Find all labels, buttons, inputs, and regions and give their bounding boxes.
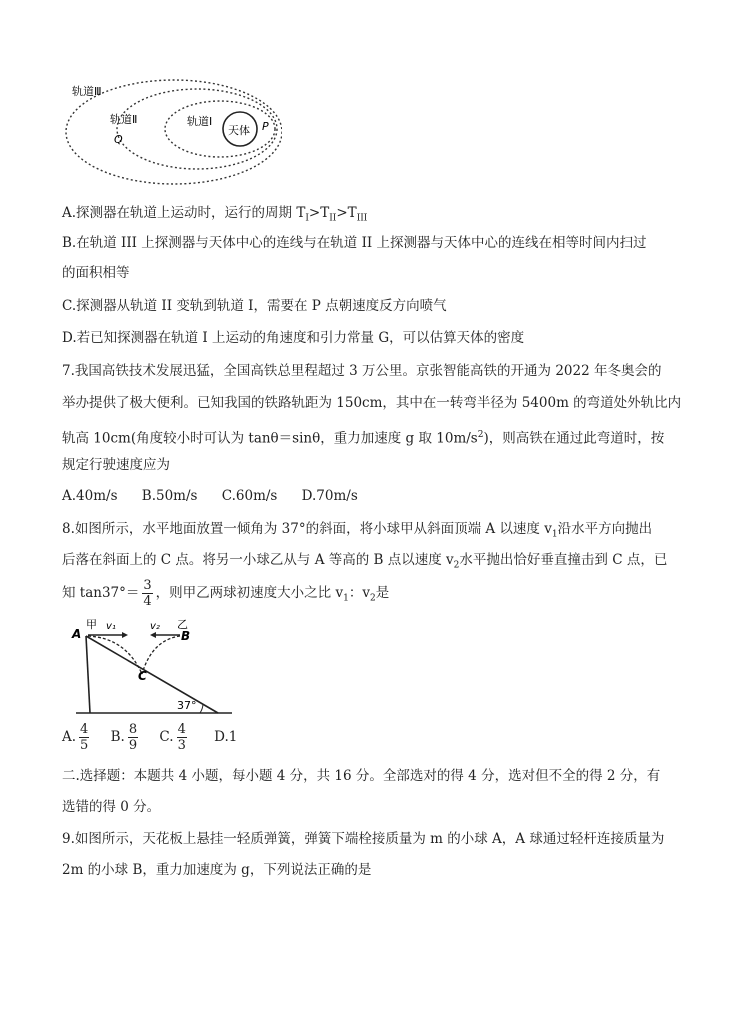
fig2-label-A: A	[72, 627, 82, 641]
sub-v2: 2	[453, 560, 460, 571]
q8-option-a	[62, 722, 92, 753]
q6-option-c: C.探测器从轨道 II 变轨到轨道 I，需要在 P 点朝速度反方向喷气	[62, 298, 447, 314]
angle-arc	[200, 704, 203, 713]
q8-opt-b-label: B.	[110, 729, 125, 745]
q8-line3-colon: ：v	[348, 585, 370, 601]
q8-line1-end: 沿水平方向抛出	[557, 521, 653, 537]
fig2-label-yi: 乙	[177, 618, 188, 631]
q6-opt-a-text: A.探测器在轨道上运动时，运行的周期 T	[62, 205, 306, 221]
q9-line1: 9.如图所示，天花板上悬挂一轻质弹簧，弹簧下端栓接质量为 m 的小球 A，A 球通过轻杆连接质量为	[62, 831, 665, 847]
incline-figure	[62, 614, 242, 718]
fig1-P-label: P	[262, 120, 269, 133]
q8-option-c	[159, 722, 189, 753]
q8-options	[62, 720, 237, 754]
v1-arrowhead	[122, 632, 128, 638]
q6-option-b-line1: B.在轨道 III 上探测器与天体中心的连线与在轨道 II 上探测器与天体中心的连线在相等时间内扫过	[62, 235, 647, 251]
q7-option-a: A.40m/s	[62, 488, 118, 504]
sub-v1: 1	[551, 529, 558, 540]
q8-line2-text: 后落在斜面上的 C 点。将另一小球乙从与 A 等高的 B 点以速度 v	[62, 552, 454, 568]
fig2-label-angle: 37°	[177, 699, 197, 712]
q9-line2: 2m 的小球 B，重力加速度为 g，下列说法正确的是	[62, 862, 372, 878]
q7-option-d: D.70m/s	[301, 488, 358, 504]
fig2-label-v2: v₂	[150, 621, 160, 632]
q6-opt-a-mid1: >T	[308, 205, 330, 221]
q6-option-a	[62, 203, 367, 229]
q8-option-d: D.1	[214, 729, 238, 745]
section2-line1: 二.选择题：本题共 4 小题，每小题 4 分，共 16 分。全部选对的得 4 分，选对但不全的得 2 分，有	[62, 768, 661, 784]
v2-arrowhead	[150, 632, 156, 638]
fraction-3-4	[142, 578, 152, 609]
fraction-4-5	[79, 722, 89, 753]
fig1-body-label: 天体	[228, 124, 250, 137]
q7-line2: 举办提供了极大便利。已知我国的铁路轨距为 150cm，其中在一转弯半径为 5400m 的弯道处外轨比内	[62, 395, 682, 411]
fraction-8-9	[128, 722, 138, 753]
q7-line1: 7.我国高铁技术发展迅猛，全国高铁总里程超过 3 万公里。京张智能高铁的开通为 2022 年冬奥会的	[62, 363, 662, 379]
q6-opt-a-mid2: >T	[336, 205, 357, 221]
fig1-Q-label: Q	[114, 133, 123, 146]
q7-options	[62, 486, 378, 506]
q8-line3-end: 是	[375, 585, 390, 601]
orbit-1	[165, 101, 275, 157]
numerator: 3	[143, 578, 152, 593]
q7-line4: 规定行驶速度应为	[62, 457, 170, 473]
fig1-orbit2-label: 轨道Ⅱ	[110, 113, 138, 126]
sub-2: II	[329, 213, 337, 224]
denominator: 9	[128, 738, 138, 753]
section2-line2: 选错的得 0 分。	[62, 799, 161, 815]
q8-line3	[62, 576, 389, 616]
numerator: 4	[177, 722, 186, 737]
q6-option-d: D.若已知探测器在轨道 I 上运动的角速度和引力常量 G，可以估算天体的密度	[62, 330, 525, 346]
fig1-orbit1-label: 轨道Ⅰ	[187, 115, 213, 128]
q7-option-c: C.60m/s	[221, 488, 278, 504]
fig2-label-jia: 甲	[86, 618, 97, 631]
q8-line2-end: 水平抛出恰好垂直撞击到 C 点，已	[459, 552, 668, 568]
fig1-orbit3-label: 轨道Ⅲ	[72, 85, 102, 98]
q7-line3-end: )，则高铁在通过此弯道时，按	[483, 430, 665, 447]
fig2-label-B: B	[181, 629, 191, 643]
q8-opt-c-label: C.	[159, 729, 174, 745]
numerator: 8	[128, 722, 138, 737]
sub-1: I	[305, 213, 309, 224]
incline-slope	[86, 636, 218, 713]
q7-line3-text: 轨高 10cm(角度较小时可认为 tanθ＝sinθ，重力加速度 g 取 10m/s	[62, 430, 478, 447]
fig2-label-C: C	[138, 669, 147, 683]
denominator: 4	[143, 594, 152, 609]
q8-opt-a-label: A.	[62, 729, 77, 745]
q8-line2	[62, 550, 667, 576]
denominator: 3	[177, 738, 186, 753]
q8-line1	[62, 519, 652, 545]
trajectory-yi	[142, 636, 180, 674]
fraction-4-3	[177, 722, 187, 753]
incline-vertical	[86, 636, 90, 713]
q8-line1-text: 8.如图所示，水平地面放置一倾角为 37°的斜面，将小球甲从斜面顶端 A 以速度 v	[62, 521, 552, 537]
q8-line3-mid: ，则甲乙两球初速度大小之比 v	[155, 585, 344, 601]
q8-option-b	[110, 722, 142, 753]
sub-1: 1	[343, 593, 349, 604]
orbit-figure	[62, 78, 282, 192]
q8-line3-text: 知 tan37°＝	[62, 585, 140, 601]
sup-2: 2	[477, 430, 484, 440]
q7-option-b: B.50m/s	[141, 488, 198, 504]
fig2-label-v1: v₁	[106, 621, 116, 632]
q7-line3	[62, 425, 664, 449]
denominator: 5	[80, 738, 89, 753]
sub-2: 2	[369, 593, 376, 604]
sub-3: III	[356, 213, 368, 224]
numerator: 4	[80, 722, 89, 737]
q6-option-b-line2: 的面积相等	[62, 265, 130, 281]
